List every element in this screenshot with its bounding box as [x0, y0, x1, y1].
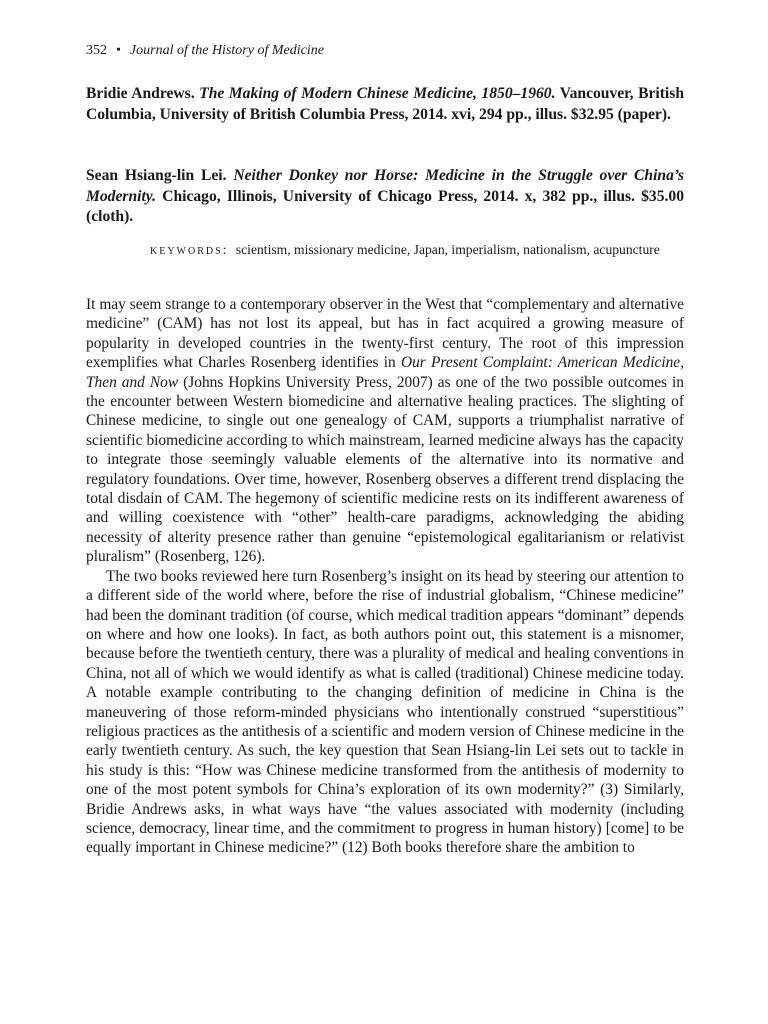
book-details: Chicago, Illinois, University of Chicago Press, 2014. x, 382 pp., illus. $35.00 (cloth).: [86, 187, 684, 226]
book-citation-lei: [86, 166, 684, 228]
paragraph-1-text-a: It may seem strange to a contemporary observer in the West that “complementary and alternative medicine” (CAM) has not lost its appeal, but has in fact acquired a growing measure of popularity in developed countries in the twenty-first century. The root of this impression exemplifies what Charles Rosenberg identifies in: [86, 296, 684, 372]
book-title: The Making of Modern Chinese Medicine, 1850–1960.: [199, 85, 556, 102]
review-body: [86, 295, 684, 858]
book-author: Sean Hsiang-lin Lei.: [86, 167, 227, 184]
book-details: Vancouver, British Columbia, University of British Columbia Press, 2014. xvi, 294 pp., illus. $32.95 (paper).: [86, 85, 685, 123]
running-head: [86, 41, 324, 61]
book-citation-andrews: [86, 84, 684, 125]
paragraph-1: [86, 295, 684, 567]
keywords-label: keywords:: [150, 242, 229, 257]
page-number: 352: [86, 43, 107, 58]
paragraph-1-text-b: (Johns Hopkins University Press, 2007) as one of the two possible outcomes in the encounter between Western biomedicine and alternative healing practices. The slighting of Chinese medicine, to single out one genealogy of CAM, supports a triumphalist narrative of scientific biomedicine according to which mainstream, learned medicine always has the capacity to integrate those seemingly valuable elements of the alternative into its normative and regulatory foundations. Over time, however, Rosenberg observes a different trend displacing the total disdain of CAM. The hegemony of scientific medicine rests on its indifferent awareness of and willing coexistence with “other” health-care paradigms, acknowledging the abiding necessity of alterity presence rather than genuine “epistemological egalitarianism or relativist pluralism” (Rosenberg, 126).: [86, 373, 685, 566]
journal-title: Journal of the History of Medicine: [129, 43, 324, 58]
bullet-separator: •: [116, 43, 121, 58]
book-author: Bridie Andrews.: [86, 85, 195, 102]
cited-book-title: Our Present Complaint: American Medicine, Then and Now: [86, 354, 684, 391]
keywords-terms: scientism, missionary medicine, Japan, imperialism, nationalism, acupuncture: [235, 242, 660, 257]
paragraph-2: The two books reviewed here turn Rosenberg’s insight on its head by steering our attention to a different side of the world where, before the rise of industrial globalism, “Chinese medicine” had been the dominant tradition (of course, which medical tradition appears “dominant” depends on where and how one looks). In fact, as both authors point out, this statement is a misnomer, because before the twentieth century, there was a plurality of medical and healing conventions in China, not all of which we would identify as what is called (traditional) Chinese medicine today. A notable example contributing to the changing definition of medicine in China is the maneuvering of those reform-minded physicians who intentionally construed “superstitious” religious practices as the antithesis of a scientific and modern version of Chinese medicine in the early twentieth century. As such, the key question that Sean Hsiang-lin Lei sets out to tackle in his study is this: “How was Chinese medicine transformed from the antithesis of modernity to one of the most potent symbols for China’s exploration of its own modernity?” (3) Similarly, Bridie Andrews asks, in what ways have “the values associated with modernity (including science, democracy, linear time, and the commitment to progress in human history) [come] to be equally important in Chinese medicine?” (12) Both books therefore share the ambition to: [86, 567, 684, 857]
keywords-block: [150, 240, 684, 259]
book-title: Neither Donkey nor Horse: Medicine in the Struggle over China’s Modernity.: [86, 167, 684, 205]
